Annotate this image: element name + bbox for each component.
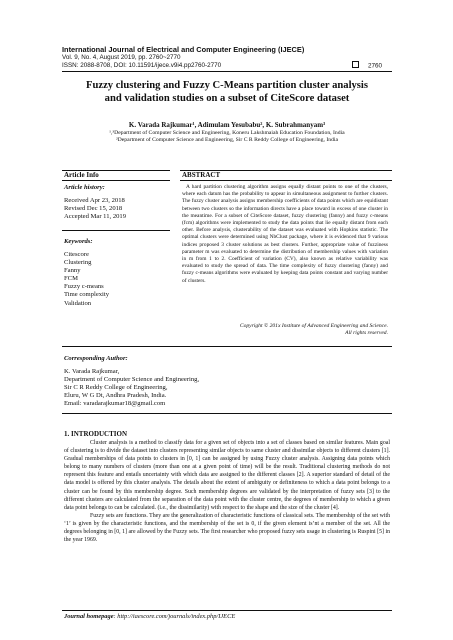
keyword: FCM: [64, 275, 78, 283]
journal-header: [62, 45, 402, 69]
corresponding-details: [64, 368, 199, 408]
introduction-body: [64, 439, 390, 544]
journal-name: International Journal of Electrical and Computer Engineering (IJECE): [62, 45, 305, 54]
authors: K. Varada Rajkumar¹, Adimulam Yesubabu², K. Subrahmanyam³: [128, 121, 326, 129]
title-line-1: Fuzzy clustering and Fuzzy C-Means partition cluster analysis: [86, 80, 368, 91]
keyword: Fuzzy c-means: [64, 283, 104, 291]
corresponding-location: Eluru, W G Dt, Andhra Pradesh, India.: [64, 392, 167, 400]
history-accepted: Accepted Mar 11, 2019: [64, 213, 127, 221]
abstract-heading: ABSTRACT: [182, 171, 221, 179]
homepage-label: Journal homepage: [64, 613, 114, 620]
intro-paragraph-1: Cluster analysis is a method to classify data for a given set of objects into a set of classes based on similar features. Main goal of clustering is to divide the dataset into clusters representing similar objects to same cluster and dissimilar objects to different clusters [1]. Gradual memberships of data points to clusters in [0, 1] can be assigned by using Fuzzy cluster analysis. Assigning data points which belong to many numbers of clusters (more than one at a given point of time) will be the result. Traditional clustering methods do not represent this feature and entails uncertainty with which data are assigned to the different classes [2]. A superior standard of detail of the data model is offered by this cluster analysis. The details about the extent of ambiguity or definiteness to which a data point belongs to a cluster can be found by this membership degree. Such membership degrees are validated by the interpretation of fuzzy sets [3] to the different clusters are calculated from the separation of the data point with the cluster centre, the degrees of membership to which a given data point belongs to can be calculated. (i.e., the dissimilarity) with respect to the shape and the size of the cluster [4].: [64, 440, 390, 511]
section-heading-introduction: 1. INTRODUCTION: [64, 430, 128, 438]
keyword: Time complexity: [64, 291, 109, 299]
intro-paragraph-2: Fuzzy sets are functions. They are the generalization of characteristic functions of classical sets. The membership of the set with ‘1’ is given by the characteristic functions, and the membership of the set is 0, if the given element is’nt a member of the set. All the degrees belonging in [0, 1] are allowed by the Fuzzy sets. The first researcher who proposed fuzzy sets usage in clustering is Ruspini [5] in the year 1969.: [64, 512, 390, 544]
keyword: Clustering: [64, 259, 92, 267]
journal-issn: ISSN: 2088-8708, DOI: 10.11591/ijece.v9i4.pp2760-2770: [62, 61, 222, 69]
homepage-url: : http://iaescore.com/journals/index.php/IJECE: [113, 613, 236, 620]
history-list: [64, 197, 126, 221]
square-icon: [352, 61, 359, 68]
keyword: Validation: [64, 299, 92, 307]
abstract-sub-rule: [180, 180, 392, 181]
keyword: Citescore: [64, 251, 89, 258]
corresponding-bottom-rule: [62, 413, 392, 414]
keywords-label: Keywords:: [64, 238, 93, 245]
corresponding-top-rule: [62, 346, 392, 347]
paper-title: [62, 79, 392, 105]
corresponding-email: Email: varadarajkumar18@gmail.com: [64, 400, 166, 408]
affiliation-1: ¹,³Department of Computer Science and Engineering, Koneru Lakshmaiah Education Foundation, India: [109, 130, 345, 136]
copyright-line-1: Copyright © 201x Institute of Advanced Engineering and Science.: [239, 323, 388, 329]
affiliation-2: ²Department of Computer Science and Engineering, Sir C R Reddy College of Engineering, India: [115, 137, 339, 143]
article-info-heading: Article Info: [64, 171, 99, 179]
history-revised: Revised Dec 15, 2018: [64, 205, 123, 213]
footer-rule: [62, 610, 392, 611]
corresponding-label: Corresponding Author:: [64, 355, 128, 362]
corresponding-name: K. Varada Rajkumar,: [64, 368, 120, 375]
title-line-2: and validation studies on a subset of CiteScore dataset: [104, 93, 350, 104]
journal-homepage: [64, 613, 235, 620]
corresponding-college: Sir C R Reddy College of Engineering,: [64, 384, 168, 392]
copyright: [182, 323, 388, 337]
page-number-text: 2760: [368, 62, 383, 70]
history-label: Article history:: [64, 184, 105, 191]
corresponding-dept: Department of Computer Science and Engineering,: [64, 376, 200, 384]
header-rule: [62, 71, 392, 72]
history-received: Received Apr 23, 2018: [64, 197, 125, 204]
copyright-line-2: All rights reserved.: [345, 330, 388, 337]
history-rule: [62, 230, 170, 231]
keyword: Fanny: [64, 267, 81, 275]
article-info-sub-rule: [62, 180, 170, 181]
journal-volume: Vol. 9, No. 4, August 2019, pp. 2760~2770: [62, 54, 181, 61]
abstract-text: A hard partition clustering algorithm assigns equally distant points to one of the clusters, where each datum has the probability to appear in simultaneous assignment to further clusters. The fuzzy cluster analysis assigns membership coefficients of data points which are equidistant between two clusters so the information directs have a place toward in excess of one cluster in the meantime. For a subset of CiteScore dataset, fuzzy clustering (fanny) and fuzzy c-means (fcm) algorithms were implemented to study the data points that lie equally distant from each other. Before analysis, clusterability of the dataset was evaluated with Hopkins statistic. The optimal clusters were determined using NbClust package, where it is evidenced that 9 various indices proposed 3 cluster solutions as best clusters. Further, appropriate value of fuzziness parameter m was evaluated to determine the distribution of membership values with variation in m from 1 to 2. Coefficient of variation (CV), also known as relative variability was evaluated to study the spread of data. The time complexity of fuzzy clustering (fanny) and fuzzy c-means algorithms were evaluated by keeping data points constant and varying number of clusters.: [182, 184, 388, 284]
page-number: [352, 61, 382, 70]
affiliations: [62, 130, 392, 144]
keywords-list: [64, 251, 109, 308]
